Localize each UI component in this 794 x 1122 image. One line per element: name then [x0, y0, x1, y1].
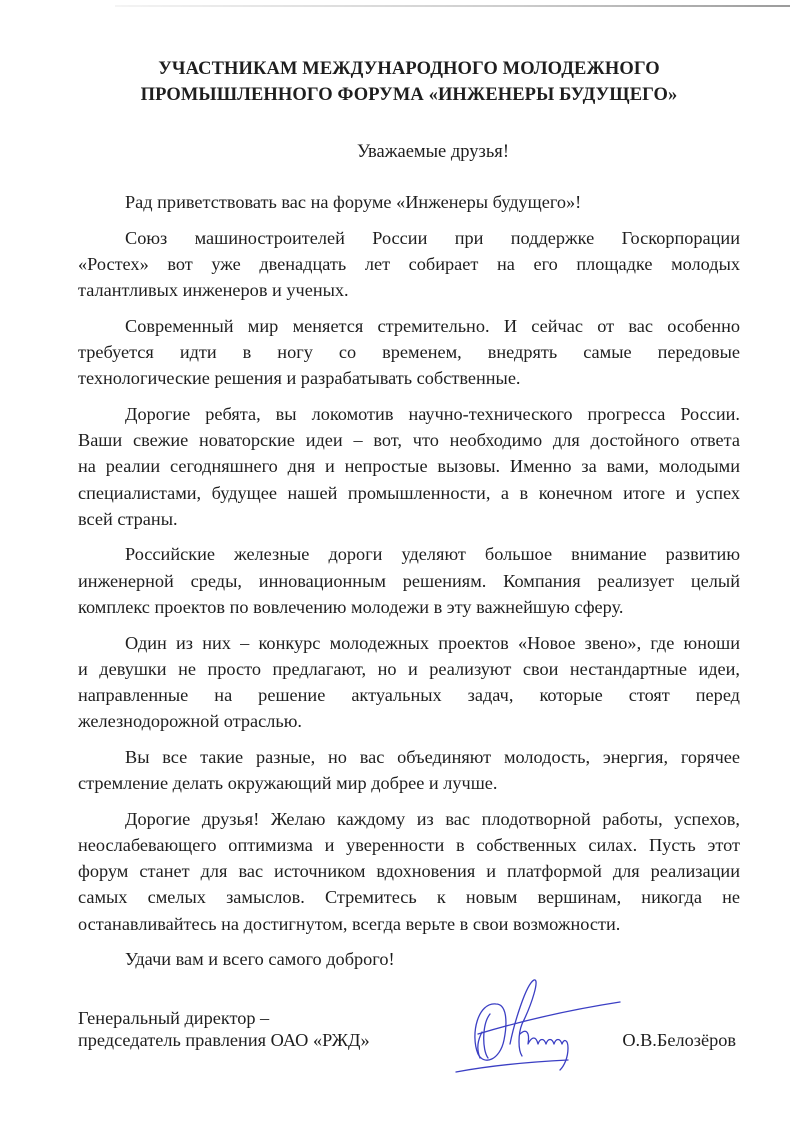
letter-title — [78, 56, 740, 108]
paragraph-line: Рад приветствовать вас на форуме «Инженеры будущего»! — [125, 192, 582, 212]
paragraph-2 — [78, 225, 740, 304]
letter-body — [78, 189, 740, 972]
paragraph-7 — [78, 744, 740, 796]
paragraph-line: железнодорожной отраслью. — [78, 711, 302, 732]
paragraph-line: требуется идти в ногу со временем, внедрять самые передовые — [78, 342, 740, 363]
paragraph-line: Российские железные дороги уделяют большое внимание развитию — [125, 544, 740, 565]
paragraph-line: Удачи вам и всего самого доброго! — [125, 949, 395, 970]
title-line-2: ПРОМЫШЛЕННОГО ФОРУМА «ИНЖЕНЕРЫ БУДУЩЕГО» — [140, 85, 678, 105]
paragraph-line: Вы все такие разные, но вас объединяют молодость, энергия, горячее — [125, 746, 740, 767]
paragraph-line: «Ростех» вот уже двенадцать лет собирает на его площадке молодых — [78, 253, 740, 274]
paragraph-line: комплекс проектов по вовлечению молодежи в эту важнейшую сферу. — [78, 596, 624, 617]
signatory-name: О.В.Белозёров — [622, 1030, 736, 1050]
letter-page — [78, 56, 740, 982]
paragraph-4 — [78, 401, 740, 532]
signatory-position-line-2: председатель правления ОАО «РЖД» — [78, 1030, 370, 1050]
paragraph-8 — [78, 806, 740, 937]
paragraph-line: Ваши свежие новаторские идеи – вот, что необходимо для достойного ответа — [78, 430, 740, 451]
paragraph-line: Дорогие друзья! Желаю каждому из вас плодотворной работы, успехов, — [125, 808, 740, 829]
paragraph-line: Дорогие ребята, вы локомотив научно-технического прогресса России. — [125, 403, 740, 424]
paragraph-line: всей страны. — [78, 508, 178, 529]
paragraph-line: на реалии сегодняшнего дня и непростые вызовы. Именно за вами, молодыми — [78, 456, 740, 477]
paragraph-line: инженерной среды, инновационным решениям. Компания реализует целый — [78, 570, 740, 591]
paragraph-line: форум станет для вас источником вдохновения и платформой для реализации — [78, 861, 740, 882]
signatory-position-line-1: Генеральный директор – — [78, 1008, 270, 1028]
paragraph-line: направленные на решение актуальных задач, которые стоят перед — [78, 684, 740, 705]
paragraph-line: талантливых инженеров и ученых. — [78, 280, 349, 301]
paragraph-line: самых смелых замыслов. Стремитесь к новым вершинам, никогда не — [78, 887, 740, 908]
scan-edge-line — [115, 5, 790, 7]
title-line-1: УЧАСТНИКАМ МЕЖДУНАРОДНОГО МОЛОДЕЖНОГО — [158, 59, 660, 79]
paragraph-3 — [78, 313, 740, 392]
greeting: Уважаемые друзья! — [357, 142, 509, 162]
paragraph-line: Союз машиностроителей России при поддержке Госкорпорации — [125, 227, 740, 248]
paragraph-line: стремление делать окружающий мир добрее и лучше. — [78, 773, 498, 794]
paragraph-line: технологические решения и разрабатывать собственные. — [78, 368, 521, 389]
closing-wish — [78, 946, 740, 972]
paragraph-line: специалистами, будущее нашей промышленности, а в конечном итоге и успех — [78, 482, 740, 503]
paragraph-line: останавливайтесь на достигнутом, всегда верьте в свои возможности. — [78, 913, 621, 934]
paragraph-1 — [78, 189, 740, 215]
paragraph-line: неослабевающего оптимизма и уверенности в собственных силах. Пусть этот — [78, 834, 740, 855]
paragraph-6 — [78, 630, 740, 735]
handwritten-signature-icon — [448, 974, 628, 1074]
signature-block — [78, 1007, 740, 1077]
paragraph-line: Один из них – конкурс молодежных проектов «Новое звено», где юноши — [125, 632, 740, 653]
paragraph-5 — [78, 541, 740, 620]
paragraph-line: и девушки не просто предлагают, но и реализуют свои нестандартные идеи, — [78, 658, 740, 679]
paragraph-line: Современный мир меняется стремительно. И сейчас от вас особенно — [125, 315, 740, 336]
